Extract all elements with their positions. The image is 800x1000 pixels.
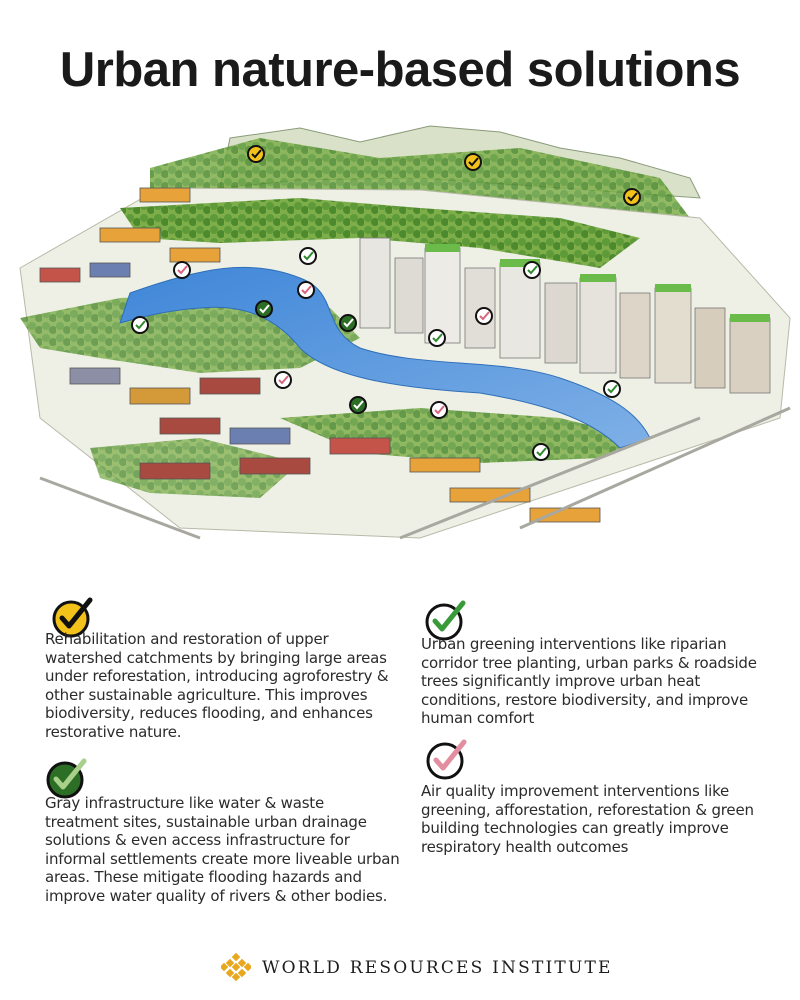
map-marker-yellow-1 (248, 146, 264, 162)
map-marker-green-1 (300, 248, 316, 264)
legend-text-urban-greening: Urban greening interventions like riparian corridor tree planting, urban parks & roadside trees significantly improve urban heat conditions, restore biodiversity, and improve human comfort (421, 635, 757, 728)
map-marker-pink-4 (275, 372, 291, 388)
map-marker-pink-2 (298, 282, 314, 298)
legend-text-watershed: Rehabilitation and restoration of upper watershed catchments by bringing large areas under reforestation, introducing agroforestry & other sustainable agriculture. This improves biodiversity, reduces flooding, and enhances restorative nature. (45, 630, 389, 741)
map-marker-green-3 (132, 317, 148, 333)
map-marker-pink-5 (431, 402, 447, 418)
map-marker-darkgreen-2 (340, 315, 356, 331)
footer-org-name: WORLD RESOURCES INSTITUTE (262, 958, 613, 978)
pink-check-icon (424, 736, 470, 782)
footer (0, 952, 800, 984)
page-title: Urban nature-based solutions (59, 43, 741, 97)
map-marker-green-6 (533, 444, 549, 460)
map-marker-pink-1 (174, 262, 190, 278)
wri-logo-icon (221, 952, 251, 982)
map-marker-yellow-3 (624, 189, 640, 205)
map-marker-pink-3 (476, 308, 492, 324)
map-marker-green-2 (524, 262, 540, 278)
map-marker-green-5 (604, 381, 620, 397)
city-illustration (0, 118, 800, 548)
map-marker-darkgreen-1 (256, 301, 272, 317)
legend-text-gray-infrastructure: Gray infrastructure like water & waste treatment sites, sustainable urban drainage solutions & even access infrastructure for informal settlements create more liveable urban areas. These mitigate flooding hazards and improve water quality of rivers & other bodies. (45, 794, 400, 905)
legend-text-air-quality: Air quality improvement interventions like greening, afforestation, reforestation & green building technologies can greatly improve respiratory health outcomes (421, 782, 754, 856)
map-marker-green-4 (429, 330, 445, 346)
map-marker-yellow-2 (465, 154, 481, 170)
map-marker-darkgreen-3 (350, 397, 366, 413)
